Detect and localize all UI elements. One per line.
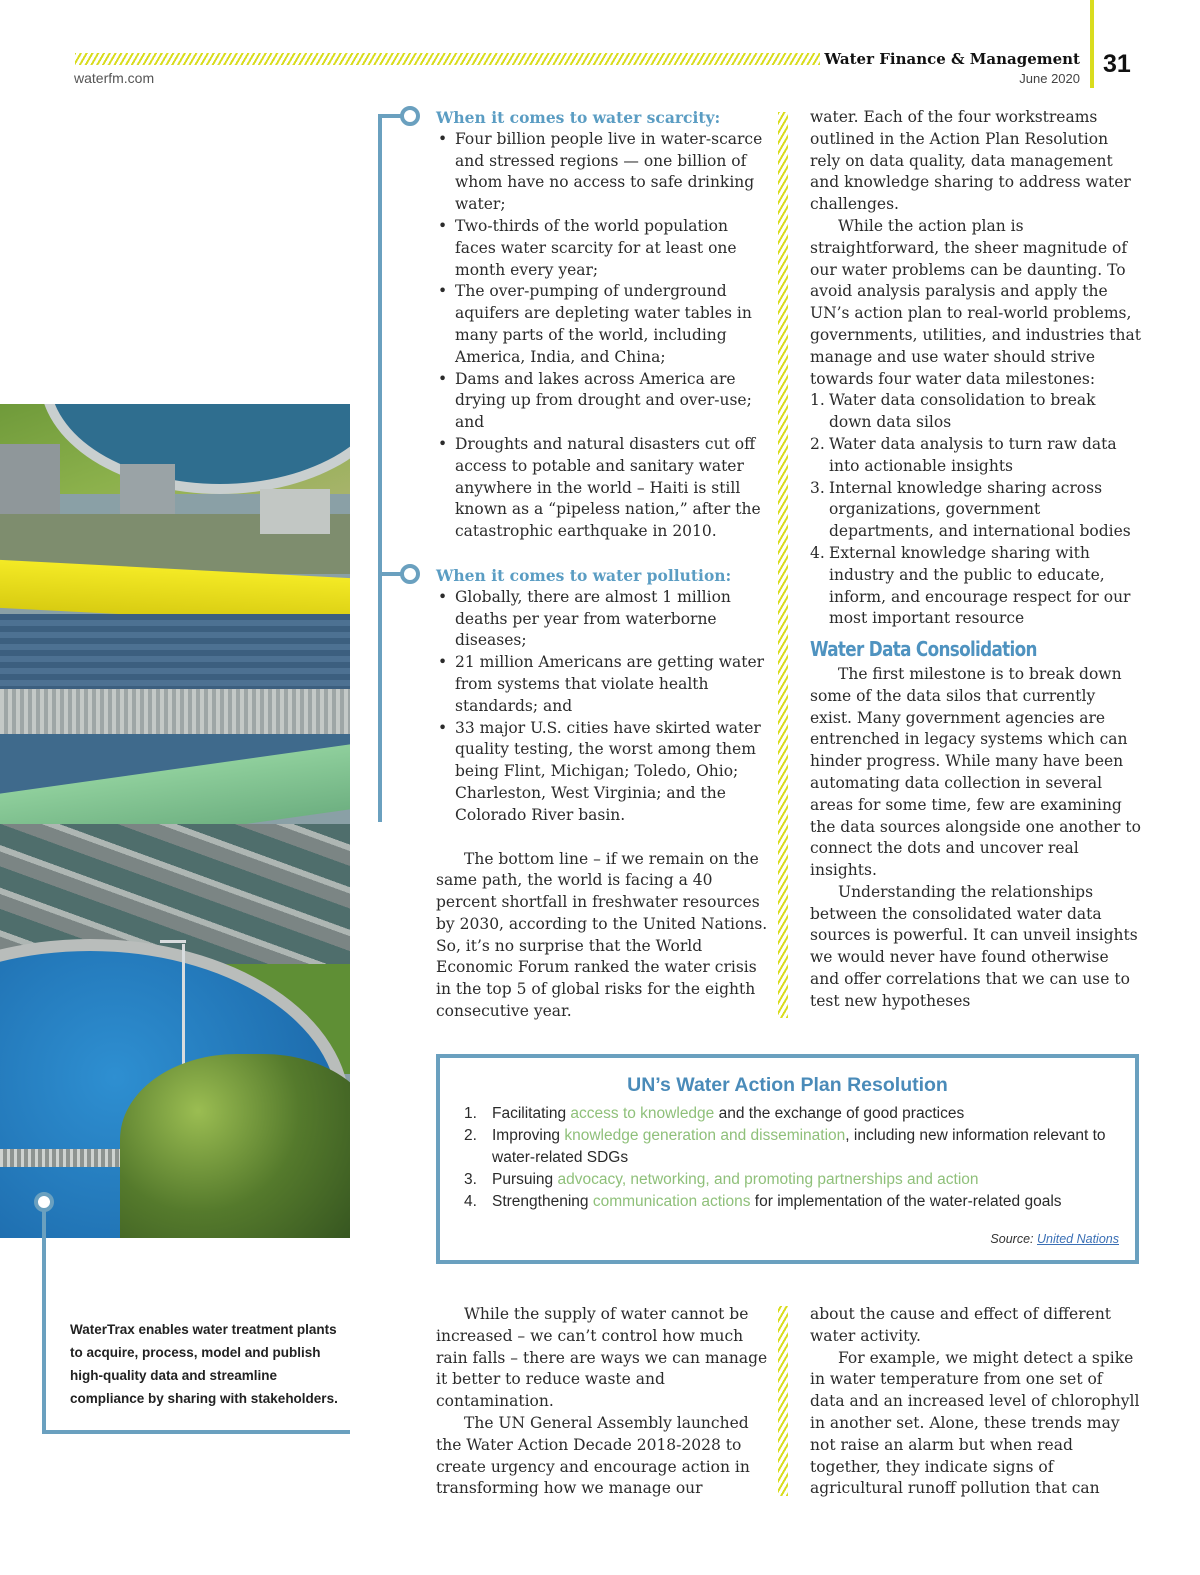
paragraph: While the supply of water cannot be increased – we can’t control how much rain falls – there are ways we can manage it better to reduce waste and contamination. <box>436 1305 768 1411</box>
callout-source <box>990 1232 1119 1246</box>
list-item <box>810 434 1142 478</box>
list-item: • Dams and lakes across America are drying up from drought and over-use; and <box>436 369 770 434</box>
pollution-list <box>436 587 770 827</box>
paragraph: about the cause and effect of different water activity. <box>810 1305 1112 1345</box>
list-item: • Droughts and natural disasters cut off access to potable and sanitary water anywhere in the world – Haiti is still known as a “pipeless nation,” after the catastrophic earthquake in 2010. <box>436 434 770 543</box>
list-number: 3. <box>464 1171 477 1188</box>
column-separator <box>778 112 788 1018</box>
item-text: Pursuing <box>492 1171 558 1188</box>
list-item: • 21 million Americans are getting water from systems that violate health standards; and <box>436 652 770 717</box>
pollution-heading: When it comes to water pollution: <box>436 565 732 585</box>
scarcity-heading: When it comes to water scarcity: <box>436 108 721 127</box>
highlighted-text: advocacy, networking, and promoting partnerships and action <box>557 1171 979 1188</box>
list-number: 2. <box>464 1127 477 1144</box>
scarcity-list <box>436 129 770 543</box>
paragraph: Understanding the relationships between the consolidated water data sources is powerful. It can unveil insights we would never have found otherwise and offer correlations that we can use to test new hypotheses <box>810 882 1138 1010</box>
bottom-line-paragraph: The bottom line – if we remain on the same path, the world is facing a 40 percent shortfall in freshwater resources by 2030, according to the United Nations. So, it’s no surprise that the World Economic Forum ranked the water crisis in the top 5 of global risks for the eighth consecutive year. <box>436 849 768 1021</box>
timeline-connector <box>378 572 402 576</box>
list-item <box>464 1169 1124 1191</box>
timeline-node-scarcity <box>400 106 420 126</box>
page-number: 31 <box>1103 50 1131 78</box>
timeline-line <box>378 114 382 822</box>
list-text: External knowledge sharing with industry and the public to educate, inform, and encourage respect for our most important resource <box>829 543 1131 628</box>
caption-node <box>34 1192 54 1212</box>
timeline-connector <box>378 114 402 118</box>
item-text: and the exchange of good practices <box>714 1105 965 1122</box>
list-item: • Four billion people live in water-scarce and stressed regions — one billion of whom have no access to safe drinking water; <box>436 129 770 216</box>
list-item <box>464 1103 1124 1125</box>
issue-date: June 2020 <box>1019 71 1080 86</box>
list-item: • 33 major U.S. cities have skirted water quality testing, the worst among them being Flint, Michigan; Toledo, Ohio; Charleston, West Virginia; and the Colorado River basin. <box>436 718 770 827</box>
list-item: • Two-thirds of the world population faces water scarcity for at least one month every year; <box>436 216 770 281</box>
callout-list <box>464 1103 1124 1213</box>
paragraph: The UN General Assembly launched the Water Action Decade 2018-2028 to create urgency and encourage action in transforming how we manage our <box>436 1413 750 1498</box>
right-column <box>810 107 1142 1013</box>
list-item: • Globally, there are almost 1 million deaths per year from waterborne diseases; <box>436 587 770 652</box>
header-yellow-bar <box>1090 0 1094 88</box>
list-item <box>464 1191 1124 1213</box>
list-text: Water data consolidation to break down data silos <box>829 391 1096 432</box>
list-number: 4. <box>464 1193 477 1210</box>
water-treatment-plant-photo <box>0 404 350 1238</box>
photo-caption: WaterTrax enables water treatment plants to acquire, process, model and publish high-quality data and streamline compliance by sharing with stakeholders. <box>70 1322 338 1406</box>
publication-title: Water Finance & Management <box>824 50 1080 68</box>
paragraph: water. Each of the four workstreams outlined in the Action Plan Resolution rely on data quality, data management and knowledge sharing to address water challenges. <box>810 108 1131 214</box>
site-url: waterfm.com <box>74 70 155 86</box>
list-item <box>810 478 1142 543</box>
section-heading: Water Data Consolidation <box>810 637 1037 662</box>
list-number: 3. <box>810 478 825 497</box>
caption-line <box>42 1210 46 1434</box>
paragraph: The first milestone is to break down some of the data silos that currently exist. Many government agencies are entrenched in legacy systems which can hinder progress. While many have been automating data collection in several areas for some time, few are examining the data sources alongside one another to connect the dots and uncover real insights. <box>810 664 1141 880</box>
bottom-middle-column <box>436 1304 770 1500</box>
item-text: , including new information relevant to water-related SDGs <box>492 1127 1106 1166</box>
source-link[interactable]: United Nations <box>1037 1232 1119 1246</box>
middle-column <box>436 107 770 1023</box>
item-text: Improving <box>492 1127 565 1144</box>
header-hatch-rule <box>75 53 820 65</box>
list-item <box>464 1125 1124 1169</box>
list-number: 1. <box>810 391 825 410</box>
caption-rule <box>42 1430 350 1434</box>
bottom-right-column <box>810 1304 1142 1500</box>
list-number: 4. <box>810 543 825 562</box>
list-number: 2. <box>810 434 825 453</box>
callout-title: UN’s Water Action Plan Resolution <box>627 1074 948 1096</box>
item-text: Facilitating <box>492 1105 571 1122</box>
highlighted-text: access to knowledge <box>570 1105 715 1122</box>
item-text: for implementation of the water-related goals <box>750 1193 1062 1210</box>
list-item: • The over-pumping of underground aquifers are depleting water tables in many parts of the world, including America, India, and China; <box>436 281 770 368</box>
highlighted-text: communication actions <box>592 1193 751 1210</box>
list-text: Water data analysis to turn raw data into actionable insights <box>829 434 1117 475</box>
column-separator <box>778 1306 788 1496</box>
action-plan-callout <box>436 1054 1139 1264</box>
paragraph: While the action plan is straightforward, the sheer magnitude of our water problems can be daunting. To avoid analysis paralysis and apply the UN’s action plan to real-world problems, governments, utilities, and industries that manage and use water should strive towards four water data milestones: <box>810 216 1141 388</box>
item-text: Strengthening <box>492 1193 593 1210</box>
list-item <box>810 390 1142 434</box>
paragraph: For example, we might detect a spike in water temperature from one set of data and an increased level of chlorophyll in another set. Alone, these trends may not raise an alarm but when read together, they indicate signs of agricultural runoff pollution that can <box>810 1348 1140 1498</box>
timeline-node-pollution <box>400 564 420 584</box>
list-text: Internal knowledge sharing across organizations, government departments, and international bodies <box>829 478 1131 541</box>
highlighted-text: knowledge generation and dissemination <box>564 1127 846 1144</box>
source-label: Source: <box>990 1232 1034 1246</box>
list-number: 1. <box>464 1105 477 1122</box>
list-item <box>810 543 1142 630</box>
milestones-list <box>810 390 1142 630</box>
